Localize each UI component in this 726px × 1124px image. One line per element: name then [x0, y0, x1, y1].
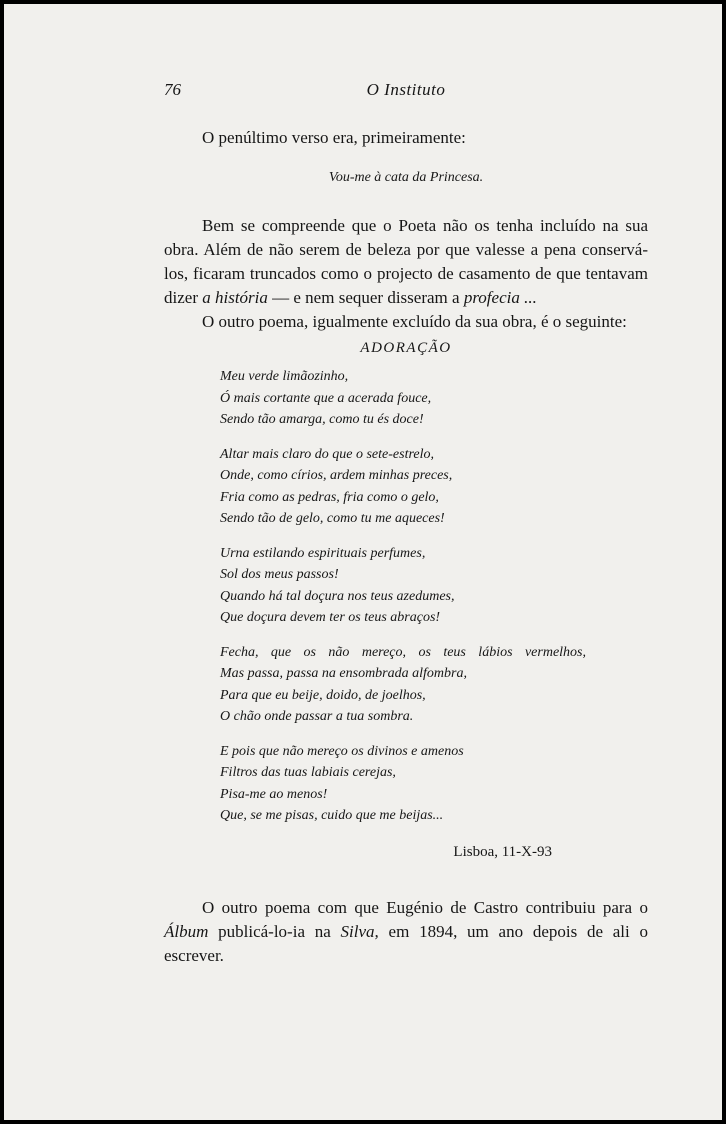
- paragraph-3-text-b: publicá-lo-ia na: [208, 921, 341, 941]
- stanza-3: [220, 543, 648, 629]
- page-number: 76: [164, 80, 181, 99]
- paragraph-1-italic-a: a história: [202, 288, 268, 307]
- poem-line: Filtros das tuas labiais cerejas,: [220, 765, 396, 780]
- paragraph-3-italic-a: Álbum: [164, 921, 209, 941]
- paragraph-1: [164, 214, 648, 310]
- poem-line: Sendo tão de gelo, como tu me aqueces!: [220, 511, 445, 526]
- poem-line: Fria como as pedras, fria como o gelo,: [220, 489, 439, 505]
- poem-line: Mas passa, passa na ensombrada alfombra,: [220, 666, 467, 681]
- poem-line: Que, se me pisas, cuido que me beijas...: [220, 808, 444, 823]
- paragraph-3: [164, 896, 648, 968]
- poem-line: Pisa-me ao menos!: [220, 786, 328, 802]
- poem: [164, 366, 648, 827]
- paragraph-3-text-a: O outro poema com que Eugénio de Castro contribuiu para o: [202, 897, 648, 917]
- page-header: [164, 80, 648, 104]
- running-title: O Instituto: [366, 80, 446, 99]
- poem-line: E pois que não mereço os divinos e amenos: [220, 743, 464, 759]
- stanza-5: [220, 741, 648, 827]
- poem-line: O chão onde passar a tua sombra.: [220, 709, 414, 724]
- poem-line: Sol dos meus passos!: [220, 567, 339, 582]
- intro-paragraph: O penúltimo verso era, primeiramente:: [202, 128, 466, 147]
- stanza-4: [220, 642, 648, 728]
- poem-line: Quando há tal doçura nos teus azedumes,: [220, 588, 455, 604]
- poem-line: Onde, como círios, ardem minhas preces,: [220, 468, 453, 483]
- dateline: Lisboa, 11-X-93: [453, 843, 552, 860]
- paragraph-2: O outro poema, igualmente excluído da sua obra, é o seguinte:: [202, 312, 627, 331]
- paragraph-3-text-c: em 1894, um ano depois de ali o escrever.: [164, 921, 648, 965]
- poem-line: Meu verde limãozinho,: [220, 369, 349, 384]
- poem-line: Altar mais claro do que o sete-estrelo,: [220, 446, 434, 462]
- stanza-2: [220, 444, 648, 530]
- poem-title: ADORAÇÃO: [360, 340, 452, 356]
- page-body: [164, 126, 648, 968]
- book-page: [4, 4, 722, 1120]
- poem-line: Para que eu beije, doido, de joelhos,: [220, 687, 426, 703]
- paragraph-3-italic-b: Silva,: [340, 921, 379, 941]
- stanza-1: [220, 366, 648, 431]
- poem-line: Ó mais cortante que a acerada fouce,: [220, 390, 432, 406]
- paragraph-1-italic-b: profecia ...: [463, 288, 537, 307]
- poem-line: Sendo tão amarga, como tu és doce!: [220, 412, 424, 427]
- quoted-verse: Vou-me à cata da Princesa.: [328, 170, 484, 185]
- poem-line: Urna estilando espirituais perfumes,: [220, 545, 426, 561]
- paragraph-1-text-a: Bem se compreende que o Poeta não os tenha incluído na sua obra. Além de não serem de beleza por que valesse a pena conservá-los, ficaram truncados como o projecto de casamento de que tentavam dizer: [164, 216, 648, 307]
- paragraph-1-text-b: — e nem sequer disseram a: [267, 288, 464, 307]
- poem-line: Fecha, que os não mereço, os teus lábios vermelhos,: [220, 644, 586, 660]
- poem-line: Que doçura devem ter os teus abraços!: [220, 610, 441, 625]
